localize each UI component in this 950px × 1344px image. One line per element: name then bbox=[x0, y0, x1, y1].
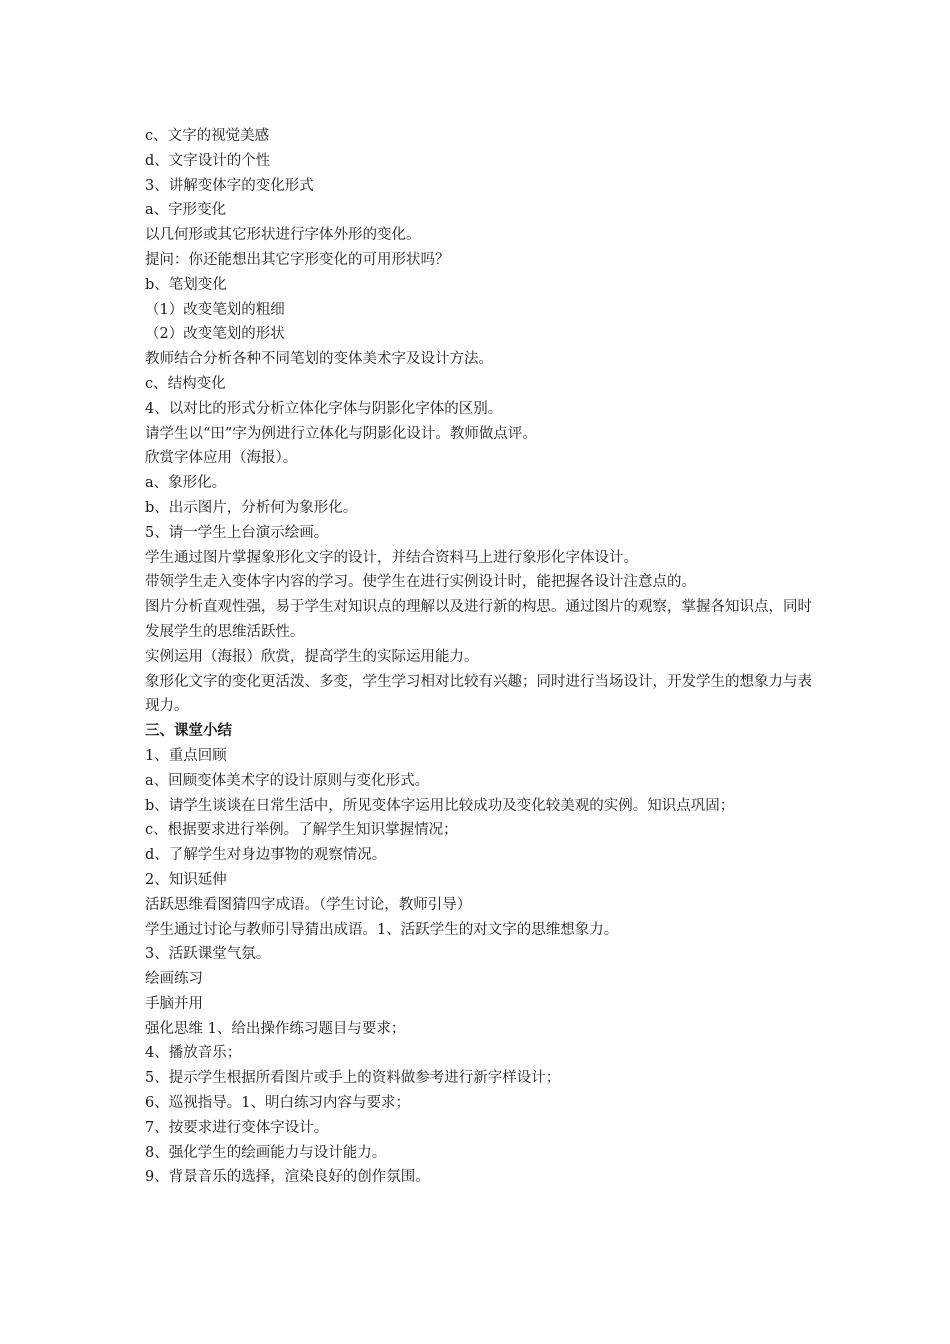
text-line: 手脑并用 bbox=[145, 995, 203, 1012]
text-line: b、笔划变化 bbox=[145, 276, 227, 293]
text-line: 6、巡视指导。1、明白练习内容与要求； bbox=[145, 1095, 410, 1112]
text-line: d、文字设计的个性 bbox=[145, 152, 271, 169]
text-line: 请学生以“田”字为例进行立体化与阴影化设计。教师做点评。 bbox=[145, 425, 537, 442]
text-line: 5、请一学生上台演示绘画。 bbox=[145, 524, 329, 541]
text-line: 绘画练习 bbox=[145, 971, 203, 988]
text-line: 3、活跃课堂气氛。 bbox=[145, 946, 271, 963]
text-line: b、出示图片，分析何为象形化。 bbox=[145, 499, 358, 516]
text-line: 活跃思维看图猜四字成语。（学生讨论，教师引导） bbox=[145, 896, 472, 913]
text-line: 8、强化学生的绘画能力与设计能力。 bbox=[145, 1144, 387, 1161]
text-line: 学生通过图片掌握象形化文字的设计，并结合资料马上进行象形化字体设计。 bbox=[145, 549, 638, 566]
text-line: 9、背景音乐的选择，渲染良好的创作氛围。 bbox=[145, 1169, 430, 1186]
text-line: 2、知识延伸 bbox=[145, 871, 227, 888]
text-line: b、请学生谈谈在日常生活中，所见变体字运用比较成功及变化较美观的实例。知识点巩固； bbox=[145, 797, 735, 814]
text-line: 带领学生走入变体字内容的学习。使学生在进行实例设计时，能把握各设计注意点的。 bbox=[145, 574, 696, 591]
text-line: 1、重点回顾 bbox=[145, 747, 227, 764]
text-line: 7、按要求进行变体字设计。 bbox=[145, 1119, 329, 1136]
text-line: a、字形变化 bbox=[145, 202, 227, 219]
text-line: 以几何形或其它形状进行字体外形的变化。 bbox=[145, 227, 421, 244]
text-line: 强化思维 1、给出操作练习题目与要求； bbox=[145, 1020, 406, 1037]
text-line: 图片分析直观性强，易于学生对知识点的理解以及进行新的构思。通过图片的观察，掌握各知识点，同时发展学生的思维活跃性。 bbox=[145, 599, 812, 640]
text-line: 4、以对比的形式分析立体化字体与阴影化字体的区别。 bbox=[145, 400, 503, 417]
text-line: 欣赏字体应用（海报）。 bbox=[145, 450, 298, 467]
text-line: 教师结合分析各种不同笔划的变体美术字及设计方法。 bbox=[145, 351, 493, 368]
text-line: 象形化文字的变化更活泼、多变，学生学习相对比较有兴趣；同时进行当场设计，开发学生的想象力与表现力。 bbox=[145, 673, 812, 715]
text-line: 学生通过讨论与教师引导猜出成语。1、活跃学生的对文字的思维想象力。 bbox=[145, 921, 619, 938]
text-line: c、文字的视觉美感 bbox=[145, 128, 270, 144]
text-line: d、了解学生对身边事物的观察情况。 bbox=[145, 847, 387, 864]
text-line: a、象形化。 bbox=[145, 475, 227, 492]
text-line: c、结构变化 bbox=[145, 375, 226, 392]
text-line: 提问：你还能想出其它字形变化的可用形状吗？ bbox=[145, 251, 450, 268]
text-line: c、根据要求进行举例。了解学生知识掌握情况； bbox=[145, 822, 458, 839]
section-heading: 三、课堂小结 bbox=[145, 722, 232, 740]
text-line: 实例运用（海报）欣赏，提高学生的实际运用能力。 bbox=[145, 648, 479, 665]
text-line: （1）改变笔划的粗细 bbox=[145, 301, 285, 318]
text-line: a、回顾变体美术字的设计原则与变化形式。 bbox=[145, 772, 430, 789]
text-line: 3、讲解变体字的变化形式 bbox=[145, 177, 314, 194]
document-body bbox=[145, 124, 815, 1190]
text-line: （2）改变笔划的形状 bbox=[145, 326, 285, 343]
text-line: 5、提示学生根据所看图片或手上的资料做参考进行新字样设计； bbox=[145, 1070, 561, 1087]
text-line: 4、播放音乐； bbox=[145, 1045, 242, 1062]
